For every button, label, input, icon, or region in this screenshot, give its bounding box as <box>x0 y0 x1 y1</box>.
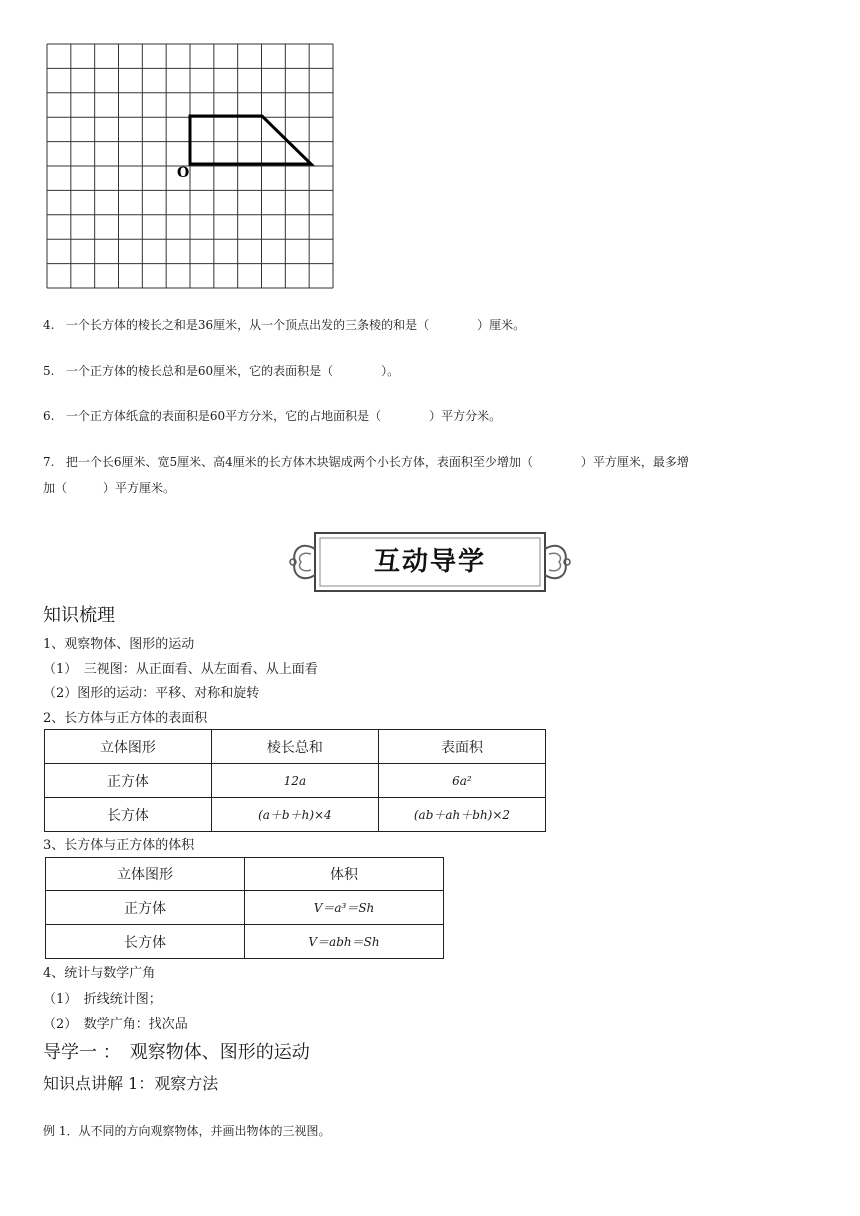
origin-label: O <box>177 165 190 181</box>
question-text: 把一个长6厘米、宽5厘米、高4厘米的长方体木块锯成两个小长方体，表面积至少增加（ ）平方厘米，最多增 <box>65 455 689 469</box>
volume-table <box>45 857 444 959</box>
banner-title: 互动导学 <box>373 547 486 577</box>
surface-area-table <box>44 729 546 832</box>
grid-figure <box>46 43 336 291</box>
question-text: 一个正方体的棱长总和是60厘米，它的表面积是（ ）。 <box>65 364 400 378</box>
guide-heading: 导学一 ： 观察物体、图形的运动 <box>43 1042 310 1063</box>
table-header: 立体图形 <box>45 730 212 764</box>
question-4 <box>43 316 525 333</box>
question-7-continued: 加（ ）平方厘米。 <box>43 481 176 495</box>
knowledge-point-heading: 知识点讲解 1：观察方法 <box>43 1074 219 1093</box>
question-text: 一个长方体的棱长之和是36厘米，从一个顶点出发的三条棱的和是（ ）厘米。 <box>65 318 526 332</box>
list-item: （1） 折线统计图； <box>43 992 162 1007</box>
trapezoid-shape <box>190 116 311 164</box>
list-item: 3、长方体与正方体的体积 <box>43 838 195 853</box>
section-heading: 知识梳理 <box>43 605 115 626</box>
list-item: （2）图形的运动：平移、对称和旋转 <box>43 686 260 701</box>
table-cell: 长方体 <box>45 798 212 832</box>
table-cell: (a＋b＋h)×4 <box>211 798 378 832</box>
list-item: （2） 数学广角：找次品 <box>43 1017 188 1032</box>
list-item: 1、观察物体、图形的运动 <box>43 637 195 652</box>
question-number: 6. <box>43 409 55 423</box>
table-cell: 12a <box>211 764 378 798</box>
example-text: 例 1．从不同的方向观察物体，并画出物体的三视图。 <box>43 1124 331 1138</box>
table-cell: 6a² <box>378 764 545 798</box>
table-cell: 正方体 <box>46 891 245 925</box>
section-banner <box>285 527 575 597</box>
table-header: 表面积 <box>378 730 545 764</box>
table-cell: V＝abh＝Sh <box>244 925 443 959</box>
question-6 <box>43 407 501 424</box>
table-cell: (ab＋ah＋bh)×2 <box>378 798 545 832</box>
list-item: 4、统计与数学广角 <box>43 966 156 981</box>
question-number: 5. <box>43 364 55 378</box>
table-header: 立体图形 <box>46 858 245 891</box>
table-cell: 正方体 <box>45 764 212 798</box>
question-number: 7. <box>43 455 55 469</box>
table-cell: 长方体 <box>46 925 245 959</box>
list-item: 2、长方体与正方体的表面积 <box>43 711 208 726</box>
table-header: 体积 <box>244 858 443 891</box>
list-item: （1） 三视图：从正面看、从左面看、从上面看 <box>43 662 318 677</box>
question-5 <box>43 362 399 379</box>
question-number: 4. <box>43 318 55 332</box>
question-7 <box>43 453 689 470</box>
table-header: 棱长总和 <box>211 730 378 764</box>
question-text: 一个正方体纸盒的表面积是60平方分米，它的占地面积是（ ）平方分米。 <box>65 409 502 423</box>
table-cell: V＝a³＝Sh <box>244 891 443 925</box>
